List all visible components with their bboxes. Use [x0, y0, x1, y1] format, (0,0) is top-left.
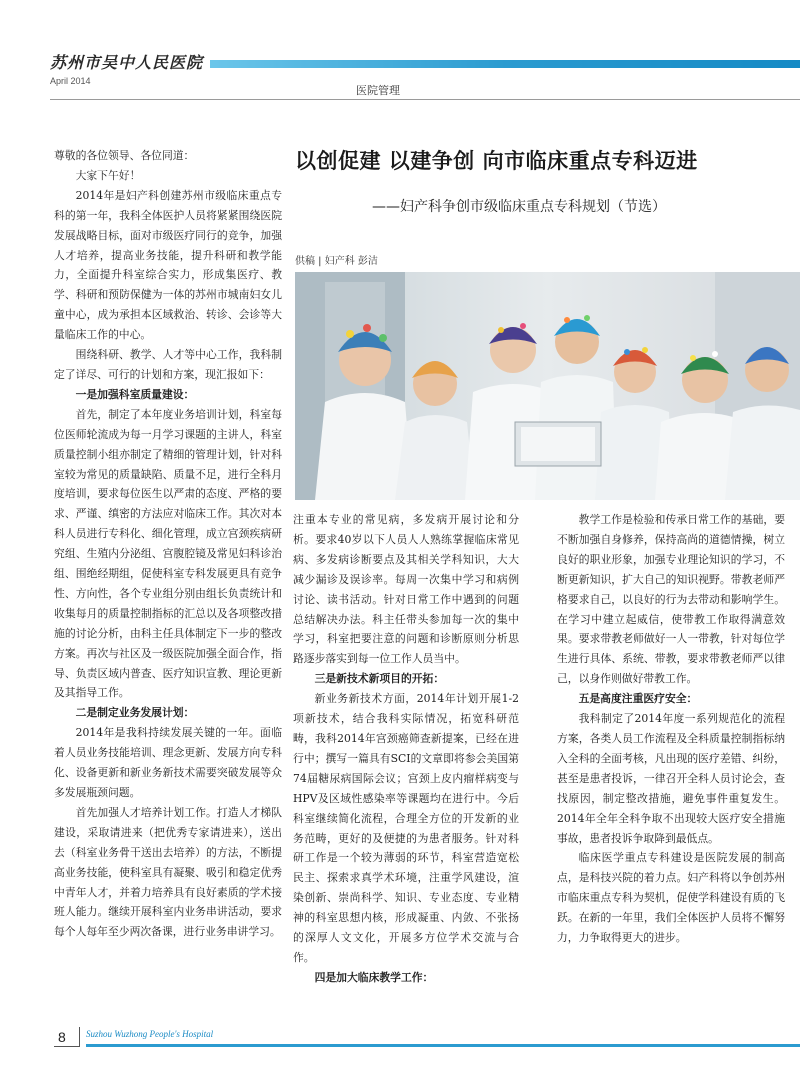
paragraph: 2014年是我科持续发展关键的一年。面临着人员业务技能培训、理念更新、发展方向专科化、设备更新和新业务新技术需要突破发展等众多发展瓶颈问题。: [54, 726, 282, 799]
paragraph: 2014年是妇产科创建苏州市级临床重点专科的第一年，我科全体医护人员将紧紧围绕医院发展战略目标，面对市级医疗同行的竞争，加强人才培养，提高业务技能，提升科研和教学能力，全面提升科室综合实力，形成集医疗、教学、科研和预防保健为一体的苏州市城南妇女儿童中心，成为承担本区域救治、转诊、会诊等大量临床工作的中心。: [54, 188, 282, 342]
paragraph: 教学工作是检验和传承日常工作的基础，要不断加强自身修养，保持高尚的道德情操，树立良好的职业形象，加强专业理论知识的学习，不断更新知识，扩大自己的知识视野。带教老师严格要求自己，以良好的行为去带动和影响学生。在学习中建立起威信，使带教工作取得满意效果。要求带教老师做好一人一带教，针对每位学生进行具体、系统、带教，要求带教老师严以律己，以身作则做好带教工作。: [557, 513, 785, 686]
footer-accent-line: [86, 1044, 800, 1047]
header-date: April 2014: [50, 76, 91, 86]
section-heading: 四是加大临床教学工作：: [314, 970, 434, 984]
section-heading: 二是制定业务发展计划：: [75, 706, 195, 720]
article-photo: [295, 272, 800, 500]
paragraph: 尊敬的各位领导、各位同道：: [54, 149, 195, 162]
footer-hospital-name: Suzhou Wuzhong People's Hospital: [86, 1029, 214, 1039]
article-subtitle: ——妇产科争创市级临床重点专科规划（节选）: [372, 199, 666, 215]
paragraph: 新业务新技术方面，2014年计划开展1-2项新技术，结合我科实际情况，拓宽科研范畴，我科2014年宫颈癌筛查新提案，已经在进行中；撰写一篇具有SCI的文章即将参会美国第74届糖尿病国际会议；宫颈上皮内瘤样病变与HPV及区域性感染率等课题均在进行中。今后科室继续简化流程，合理全方位的开发新的业务范畴，更好的及便捷的为患者服务。针对科研工作是一个较为薄弱的环节，科室营造宽松民主、探索求真学术环境，注重学风建设，渲染创新、崇尚科学、知识、专业态度、专业精神的科室思想内核，形成凝重、内敛、不张扬的深厚人文文化，开展多方位学术交流与合作。: [293, 692, 519, 964]
header-accent-bar: [210, 60, 800, 68]
column-3: [557, 510, 785, 948]
paragraph: 围绕科研、教学、人才等中心工作，我科制定了详尽、可行的计划和方案，现汇报如下：: [54, 348, 282, 381]
article-title: 以创促建 以建争创 向市临床重点专科迈进: [295, 149, 698, 173]
article-byline: 供稿 | 妇产科 彭洁: [295, 256, 378, 267]
header-hospital-name: 苏州市吴中人民医院: [50, 53, 204, 72]
header-section-label: 医院管理: [356, 84, 400, 97]
paragraph: 首先，制定了本年度业务培训计划，科室每位医师轮流成为每一月学习课题的主讲人，科室质量控制小组亦制定了精细的管理计划，针对科室较为常见的质量缺陷、质量不足，进行全科月度培训，要求每位医生以严肃的态度、严格的要求、严谨、缜密的方法应对临床工作。其次对本科人员进行专科化、细化管理，成立宫颈疾病研究组、生殖内分泌组、宫腹腔镜及常见妇科诊治组、围绝经期组，促使科室专科发展更具有竞争性、方向性，各个专业组分别由组长负责统计和收集每月的质量控制指标的汇总以及各项整改措施的讨论分析，由科主任具体制定下一步的整改方案。再次与社区及一级医院加强全面合作，指导、负责区域内普查、医疗知识宣教、理论更新及其指导工作。: [54, 407, 282, 700]
section-heading: 一是加强科室质量建设：: [75, 387, 195, 401]
paragraph: 注重本专业的常见病，多发病开展讨论和分析。要求40岁以下人员人人熟练掌握临床常见病、多发病诊断要点及其相关学科知识，大大减少漏诊及误诊率。每周一次集中学习和病例讨论、读书活动。针对日常工作中遇到的问题总结解决办法。科主任带头参加每一次的集中学习，科室把要注意的问题和诊断原则分析思路逐步落实到每一位工作人员当中。: [293, 513, 519, 666]
section-heading: 三是新技术新项目的开拓：: [314, 672, 445, 686]
photo-medical-team-icon: [295, 272, 800, 500]
section-heading: 五是高度注重医疗安全：: [578, 692, 698, 706]
paragraph: 我科制定了2014年度一系列规范化的流程方案，各类人员工作流程及全科质量控制指标纳入全科的全面考核，凡出现的医疗差错、纠纷，甚至是患者投诉，一律召开全科人员讨论会，查找原因，制定整改措施，避免事件重复发生。2014年全年全科争取不出现较大医疗安全措施事故，患者投诉争取降到最低点。: [557, 712, 785, 845]
paragraph: 大家下午好！: [75, 168, 141, 182]
page-number: 8: [54, 1027, 80, 1047]
paragraph: 临床医学重点专科建设是医院发展的制高点，是科技兴院的着力点。妇产科将以争创苏州市临床重点专科为契机，促使学科建设有质的飞跃。在新的一年里，我们全体医护人员将不懈努力，力争取得更大的进步。: [557, 851, 785, 945]
column-2: [293, 510, 519, 988]
header-divider: [50, 99, 800, 100]
column-1: [54, 146, 282, 942]
paragraph: 首先加强人才培养计划工作。打造人才梯队建设，采取请进来（把优秀专家请进来），送出去（科室业务骨干送出去培养）的方法，不断提高业务技能，使科室具有凝聚、吸引和稳定优秀中青年人才，并着力培养具有良好素质的学术接班人能力。继续开展科室内业务串讲活动，要求每个人每年至少两次备课，进行业务串讲学习。: [54, 805, 282, 939]
